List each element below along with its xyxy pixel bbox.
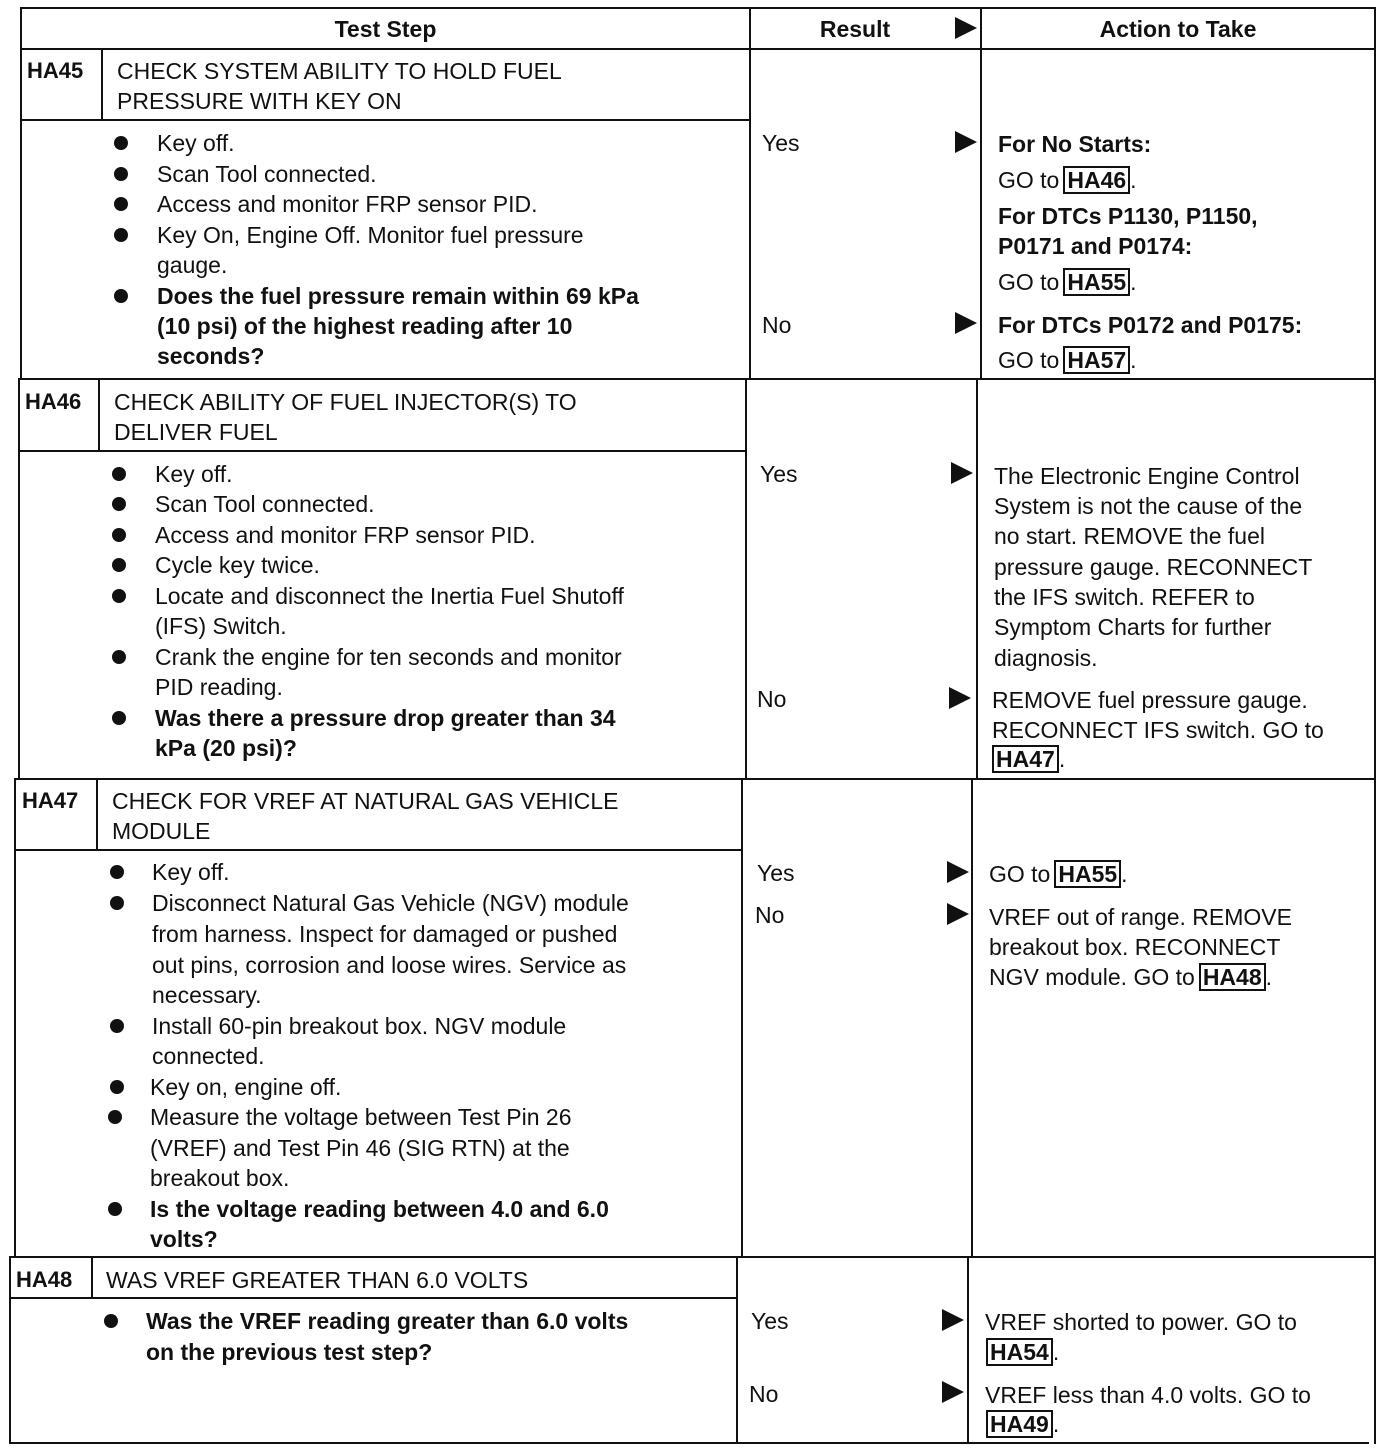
bullet-icon [110, 1019, 124, 1033]
result-no: No [749, 1381, 779, 1407]
step-id: HA45 [27, 58, 84, 83]
bullet-icon [112, 467, 126, 481]
arrow-right-icon [947, 861, 969, 883]
bullet-icon [112, 711, 126, 725]
step-line: breakout box. [150, 1165, 290, 1191]
header-arrow-icon [955, 17, 977, 39]
action-goto: GO to HA46 . [998, 167, 1137, 193]
step-line: Access and monitor FRP sensor PID. [157, 191, 538, 217]
step-id: HA47 [22, 788, 79, 813]
header-test-step: Test Step [334, 16, 437, 42]
result-yes: Yes [762, 130, 800, 156]
col-divider-b-2 [976, 379, 978, 779]
step-line: connected. [152, 1043, 265, 1069]
action-text: GO to [998, 347, 1060, 373]
action-text: VREF out of range. REMOVE [989, 904, 1292, 930]
step-line: Locate and disconnect the Inertia Fuel Shutoff [155, 583, 624, 609]
step-title: CHECK ABILITY OF FUEL INJECTOR(S) TO [114, 389, 577, 415]
arrow-right-icon [949, 687, 971, 709]
step-separator-3 [9, 1256, 1376, 1258]
id-divider-ha46 [98, 380, 100, 451]
left-border-1 [20, 7, 22, 379]
step-reference-link[interactable]: HA55 [1063, 268, 1130, 296]
bullet-icon [112, 589, 126, 603]
action-text: VREF less than 4.0 volts. GO to [985, 1382, 1311, 1408]
right-border [1374, 7, 1376, 1444]
action-text: Symptom Charts for further [994, 614, 1272, 640]
title-underline-ha45 [20, 119, 751, 121]
step-id: HA48 [16, 1267, 73, 1292]
step-line: (IFS) Switch. [155, 613, 287, 639]
step-line: gauge. [157, 252, 228, 278]
col-divider-a-2 [745, 379, 747, 779]
title-underline-ha46 [18, 450, 747, 452]
step-title: MODULE [112, 818, 211, 844]
step-line: Crank the engine for ten seconds and monitor [155, 644, 622, 670]
header-action: Action to Take [1099, 16, 1257, 42]
id-divider-ha45 [101, 49, 103, 120]
id-divider-ha47 [96, 780, 98, 850]
action-text: no start. REMOVE the fuel [994, 523, 1266, 549]
action-goto: HA47 . [988, 744, 1065, 774]
arrow-right-icon [951, 462, 973, 484]
title-underline-ha48 [9, 1297, 738, 1299]
step-line: Key off. [155, 461, 233, 487]
bullet-icon [114, 136, 128, 150]
result-yes: Yes [751, 1308, 789, 1334]
arrow-right-icon [942, 1381, 964, 1403]
step-question: Was the VREF reading greater than 6.0 volts [146, 1308, 629, 1334]
bullet-icon [110, 865, 124, 879]
table-border-bottom [9, 1442, 1369, 1444]
col-divider-b-1 [980, 7, 982, 379]
col-divider-b-4 [967, 1257, 969, 1444]
bullet-icon [110, 1080, 124, 1094]
step-question: Is the voltage reading between 4.0 and 6.0 [150, 1196, 609, 1222]
step-line: Key on, engine off. [150, 1074, 342, 1100]
header-divider [20, 48, 1376, 50]
action-goto: GO to HA55 . [998, 269, 1137, 295]
action-text: NGV module. GO to [989, 964, 1195, 990]
result-yes: Yes [760, 461, 798, 487]
action-text: VREF shorted to power. GO to [985, 1309, 1297, 1335]
action-text: For DTCs P0172 and P0175: [998, 312, 1303, 338]
step-reference-link[interactable]: HA57 [1063, 346, 1130, 374]
step-line: Cycle key twice. [155, 552, 320, 578]
bullet-icon [114, 228, 128, 242]
header-result: Result [819, 16, 891, 42]
action-text: GO to [998, 167, 1060, 193]
action-text: System is not the cause of the [994, 493, 1303, 519]
step-question: Was there a pressure drop greater than 34 [155, 705, 616, 731]
result-no: No [755, 902, 785, 928]
arrow-right-icon [947, 903, 969, 925]
step-line: (VREF) and Test Pin 46 (SIG RTN) at the [150, 1135, 570, 1161]
action-goto: GO to HA57 . [998, 347, 1137, 373]
left-border-4 [9, 1257, 11, 1444]
bullet-icon [114, 167, 128, 181]
result-no: No [762, 312, 792, 338]
action-text: RECONNECT IFS switch. GO to [992, 717, 1324, 743]
left-border-2 [18, 379, 20, 779]
step-title: PRESSURE WITH KEY ON [117, 88, 402, 114]
action-text: pressure gauge. RECONNECT [994, 554, 1313, 580]
col-divider-a-4 [736, 1257, 738, 1444]
action-goto: HA54 . [982, 1337, 1059, 1367]
bullet-icon [114, 197, 128, 211]
bullet-icon [104, 1314, 118, 1328]
step-line: Install 60-pin breakout box. NGV module [152, 1013, 567, 1039]
step-line: Key off. [157, 130, 235, 156]
arrow-right-icon [955, 131, 977, 153]
action-goto: HA49 . [982, 1409, 1059, 1439]
table-border-top [20, 7, 1376, 9]
step-question: kPa (20 psi)? [155, 735, 297, 761]
step-id: HA46 [25, 389, 82, 414]
step-reference-link[interactable]: HA49 [986, 1410, 1053, 1438]
bullet-icon [114, 289, 128, 303]
step-line: Measure the voltage between Test Pin 26 [150, 1104, 572, 1130]
step-line: Scan Tool connected. [155, 491, 375, 517]
bullet-icon [112, 650, 126, 664]
bullet-icon [112, 497, 126, 511]
bullet-icon [112, 558, 126, 572]
col-divider-b-3 [971, 779, 973, 1257]
action-text: For No Starts: [998, 131, 1152, 157]
step-question: Does the fuel pressure remain within 69 kPa [157, 283, 639, 309]
bullet-icon [108, 1202, 122, 1216]
action-text: REMOVE fuel pressure gauge. [992, 687, 1308, 713]
step-line: Scan Tool connected. [157, 161, 377, 187]
step-line: Key On, Engine Off. Monitor fuel pressure [157, 222, 584, 248]
step-reference-link[interactable]: HA47 [992, 745, 1059, 773]
action-text: P0171 and P0174: [998, 233, 1193, 259]
result-yes: Yes [757, 860, 795, 886]
action-text: GO to [989, 861, 1051, 887]
action-goto: NGV module. GO to HA48 . [989, 964, 1273, 990]
col-divider-a-1 [749, 7, 751, 379]
id-divider-ha48 [91, 1258, 93, 1298]
title-underline-ha47 [14, 849, 743, 851]
action-text: the IFS switch. REFER to [994, 584, 1255, 610]
step-line: from harness. Inspect for damaged or pushed [152, 921, 618, 947]
step-title: CHECK FOR VREF AT NATURAL GAS VEHICLE [112, 788, 619, 814]
step-reference-link[interactable]: HA54 [986, 1338, 1053, 1366]
step-title: CHECK SYSTEM ABILITY TO HOLD FUEL [117, 58, 562, 84]
bullet-icon [112, 528, 126, 542]
step-line: Key off. [152, 859, 230, 885]
step-question: volts? [150, 1226, 218, 1252]
action-text: breakout box. RECONNECT [989, 934, 1281, 960]
bullet-icon [108, 1110, 122, 1124]
step-title: DELIVER FUEL [114, 419, 278, 445]
action-text: diagnosis. [994, 645, 1098, 671]
step-separator-2 [14, 778, 1376, 780]
step-line: Access and monitor FRP sensor PID. [155, 522, 536, 548]
action-text: GO to [998, 269, 1060, 295]
arrow-right-icon [942, 1309, 964, 1331]
step-question: seconds? [157, 343, 265, 369]
arrow-right-icon [955, 312, 977, 334]
step-reference-link[interactable]: HA55 [1054, 860, 1121, 888]
action-text: The Electronic Engine Control [994, 463, 1300, 489]
action-goto: GO to HA55 . [989, 861, 1128, 887]
step-separator-1 [18, 378, 1376, 380]
step-line: necessary. [152, 982, 262, 1008]
step-line: Disconnect Natural Gas Vehicle (NGV) module [152, 890, 629, 916]
step-reference-link[interactable]: HA48 [1199, 963, 1266, 991]
step-line: out pins, corrosion and loose wires. Service as [152, 952, 627, 978]
step-title: WAS VREF GREATER THAN 6.0 VOLTS [106, 1267, 529, 1293]
step-question: (10 psi) of the highest reading after 10 [157, 313, 573, 339]
step-reference-link[interactable]: HA46 [1063, 166, 1130, 194]
action-text: For DTCs P1130, P1150, [998, 203, 1258, 229]
result-no: No [757, 686, 787, 712]
bullet-icon [110, 896, 124, 910]
step-line: PID reading. [155, 674, 283, 700]
step-question: on the previous test step? [146, 1339, 433, 1365]
